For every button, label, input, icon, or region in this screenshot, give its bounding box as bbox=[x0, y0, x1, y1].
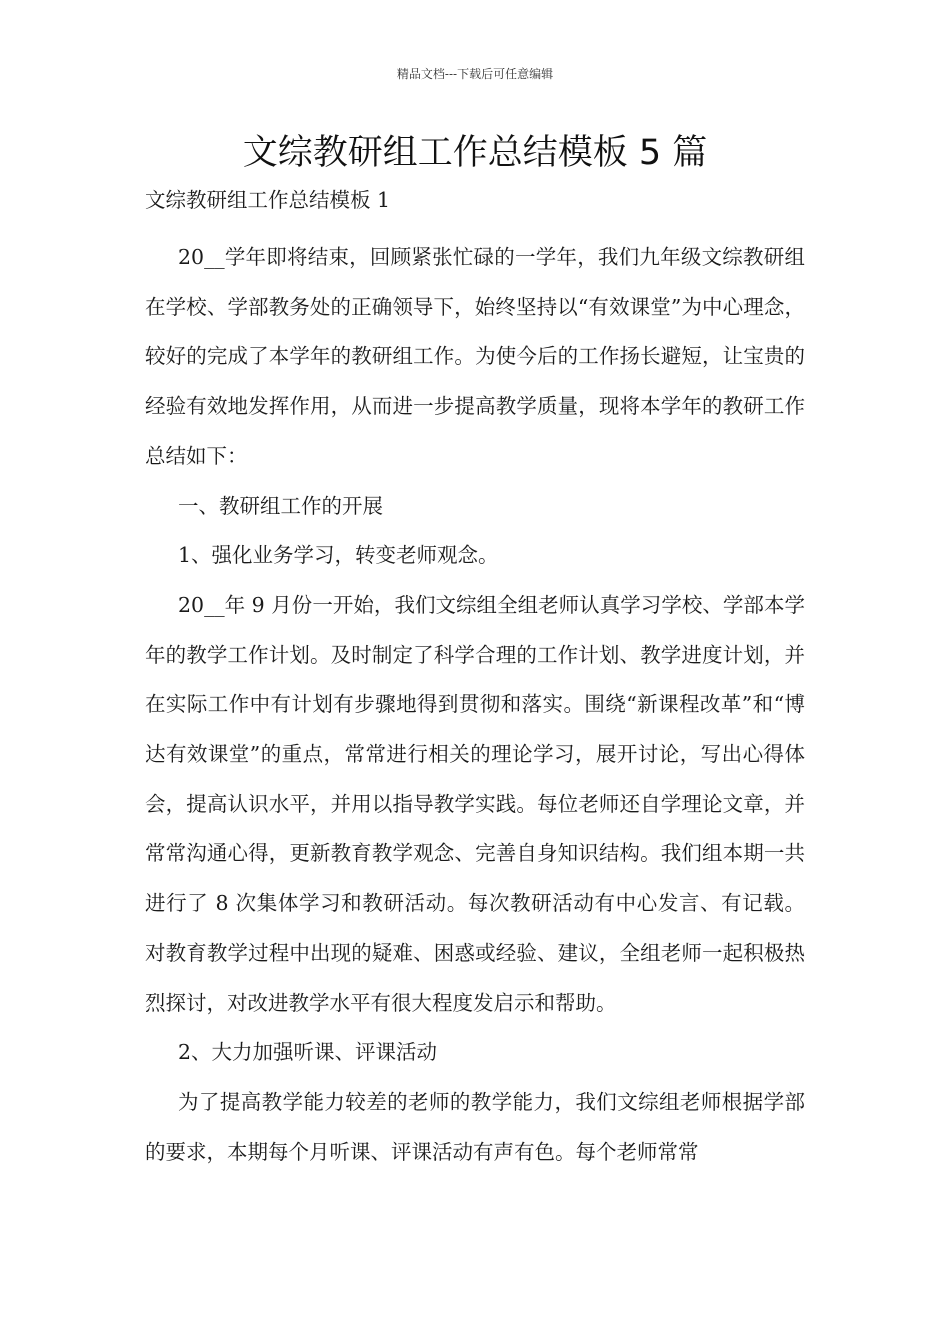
heading-item-2: 2、大力加强听课、评课活动 bbox=[178, 1040, 438, 1065]
heading-section-1: 一、教研组工作的开展 bbox=[178, 493, 383, 518]
page-header: 精品文档---下载后可任意编辑 bbox=[396, 67, 554, 81]
heading-item-1: 1、强化业务学习，转变老师观念。 bbox=[178, 543, 499, 568]
paragraph-intro: 20__学年即将结束，回顾紧张忙碌的一学年，我们九年级文综教研组在学校、学部教务处的正确领导下，始终坚持以“有效课堂”为中心理念，较好的完成了本学年的教研组工作。为使今后的工作扬长避短，让宝贵的经验有效地发挥作用，从而进一步提高教学质量，现将本学年的教研工作总结如下： bbox=[145, 245, 805, 468]
paragraph-item-2: 为了提高教学能力较差的老师的教学能力，我们文综组老师根据学部的要求，本期每个月听课、评课活动有声有色。每个老师常常 bbox=[145, 1089, 805, 1164]
document-body bbox=[145, 184, 805, 1177]
section-subtitle: 文综教研组工作总结模板 1 bbox=[145, 188, 391, 212]
document-title: 文综教研组工作总结模板 5 篇 bbox=[242, 133, 708, 173]
paragraph-item-1: 20__年 9 月份一开始，我们文综组全组老师认真学习学校、学部本学年的教学工作计划。及时制定了科学合理的工作计划、教学进度计划，并在实际工作中有计划有步骤地得到贯彻和落实。围绕“新课程改革”和“博达有效课堂”的重点，常常进行相关的理论学习，展开讨论，写出心得体会，提高认识水平，并用以指导教学实践。每位老师还自学理论文章，并常常沟通心得，更新教育教学观念、完善自身知识结构。我们组本期一共进行了 8 次集体学习和教研活动。每次教研活动有中心发言、有记载。对教育教学过程中出现的疑难、困惑或经验、建议，全组老师一起积极热烈探讨，对改进教学水平有很大程度发启示和帮助。 bbox=[145, 592, 805, 1015]
